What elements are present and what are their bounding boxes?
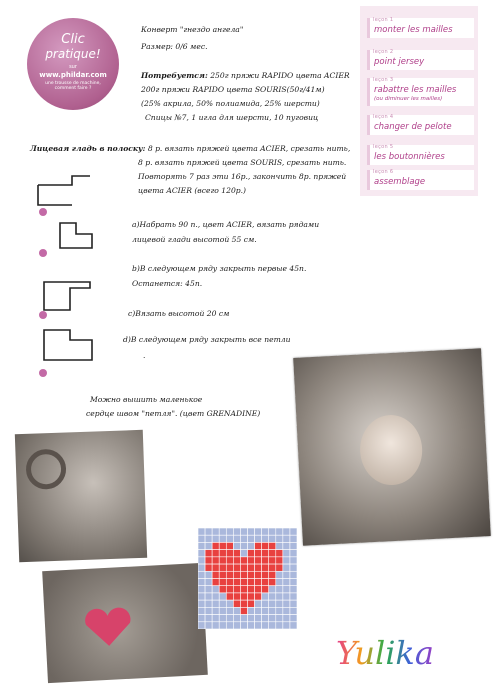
grid-cell xyxy=(283,607,290,614)
grid-cell xyxy=(248,622,255,629)
grid-cell xyxy=(240,615,247,622)
heart-cell xyxy=(205,550,212,557)
grid-cell xyxy=(248,607,255,614)
diagram-d xyxy=(44,330,92,360)
grid-cell xyxy=(276,542,283,549)
grid-cell xyxy=(219,600,226,607)
pattern-size: Размер: 0/6 мес. xyxy=(141,42,208,51)
signature-text: Yulika xyxy=(336,634,434,672)
grid-cell xyxy=(212,528,219,535)
grid-cell xyxy=(205,600,212,607)
grid-cell xyxy=(212,535,219,542)
grid-cell xyxy=(283,557,290,564)
grid-cell xyxy=(255,607,262,614)
grid-cell xyxy=(205,579,212,586)
heart-cell xyxy=(233,600,240,607)
grid-cell xyxy=(290,600,297,607)
diagram-bullet-b xyxy=(39,249,47,257)
grid-cell xyxy=(262,593,269,600)
heart-cell xyxy=(262,586,269,593)
heart-cell xyxy=(248,600,255,607)
grid-cell xyxy=(276,528,283,535)
grid-cell xyxy=(262,615,269,622)
grid-cell xyxy=(290,586,297,593)
grid-cell xyxy=(240,528,247,535)
heart-cell xyxy=(240,586,247,593)
heart-cell xyxy=(262,564,269,571)
heart-cell xyxy=(226,586,233,593)
grid-cell xyxy=(283,586,290,593)
lesson-6-label: assemblage xyxy=(374,177,426,187)
grid-cell xyxy=(205,593,212,600)
grid-cell xyxy=(226,607,233,614)
heart-cell xyxy=(226,564,233,571)
grid-cell xyxy=(283,615,290,622)
grid-cell xyxy=(290,571,297,578)
grid-cell xyxy=(290,550,297,557)
materials-line4: Спицы №7, 1 игла для шерсти, 10 пуговиц xyxy=(145,113,319,122)
grid-cell xyxy=(205,535,212,542)
logo-sub: sur xyxy=(69,64,77,70)
note-line1: Можно вышить маленькое xyxy=(90,395,203,404)
lesson-3 xyxy=(367,78,474,106)
shape-diagrams xyxy=(30,160,110,385)
heart-cell xyxy=(276,557,283,564)
embroidered-heart xyxy=(82,607,134,650)
grid-cell xyxy=(269,528,276,535)
baby-photo xyxy=(293,348,491,546)
grid-cell xyxy=(269,586,276,593)
heart-cell xyxy=(248,586,255,593)
heart-cell xyxy=(226,557,233,564)
grid-cell xyxy=(205,607,212,614)
step-b-line2: Останется: 45п. xyxy=(132,279,203,288)
lesson-2-num: leçon 2 xyxy=(373,49,394,55)
grid-cell xyxy=(219,528,226,535)
heart-cell xyxy=(205,557,212,564)
heart-cell xyxy=(226,550,233,557)
grid-cell xyxy=(198,571,205,578)
heart-cell xyxy=(262,579,269,586)
heart-cell xyxy=(233,593,240,600)
grid-cell xyxy=(276,622,283,629)
heart-cell xyxy=(276,564,283,571)
grid-cell xyxy=(276,607,283,614)
heart-cell xyxy=(248,571,255,578)
grid-cell xyxy=(205,571,212,578)
grid-cell xyxy=(269,615,276,622)
heart-knit-photo xyxy=(42,563,208,683)
logo-line1: Clic xyxy=(61,32,85,47)
grid-cell xyxy=(283,550,290,557)
lesson-1-label: monter les mailles xyxy=(374,25,453,35)
grid-cell xyxy=(290,542,297,549)
grid-cell xyxy=(198,615,205,622)
heart-cell xyxy=(226,542,233,549)
heart-cell xyxy=(255,557,262,564)
grid-cell xyxy=(255,528,262,535)
diagram-c xyxy=(44,282,90,310)
heart-cell xyxy=(240,593,247,600)
grid-cell xyxy=(212,593,219,600)
grid-cell xyxy=(205,542,212,549)
heart-cell xyxy=(262,550,269,557)
grid-cell xyxy=(219,593,226,600)
heart-cell xyxy=(255,542,262,549)
heart-cell xyxy=(255,550,262,557)
grid-cell xyxy=(269,593,276,600)
heart-cell xyxy=(240,564,247,571)
grid-cell xyxy=(276,600,283,607)
grid-cell xyxy=(233,528,240,535)
materials-line3: (25% акрила, 50% полиамида, 25% шерсти) xyxy=(141,99,320,108)
grid-cell xyxy=(226,615,233,622)
grid-cell xyxy=(212,622,219,629)
heart-cell xyxy=(212,557,219,564)
grid-cell xyxy=(283,564,290,571)
grid-cell xyxy=(212,607,219,614)
grid-cell xyxy=(198,586,205,593)
grid-cell xyxy=(226,622,233,629)
grid-cell xyxy=(219,535,226,542)
heart-cell xyxy=(269,571,276,578)
grid-cell xyxy=(269,535,276,542)
stripes-text1: 8 р. вязать пряжей цвета ACIER, срезать нить, xyxy=(145,144,351,153)
grid-cell xyxy=(283,593,290,600)
step-c: с)Вязать высотой 20 см xyxy=(128,309,230,318)
heart-chart-grid xyxy=(198,528,297,629)
heart-cell xyxy=(269,550,276,557)
heart-cell xyxy=(219,571,226,578)
lesson-4 xyxy=(367,115,474,135)
heart-cell xyxy=(248,593,255,600)
grid-cell xyxy=(276,571,283,578)
heart-cell xyxy=(219,542,226,549)
grid-cell xyxy=(219,622,226,629)
grid-cell xyxy=(219,615,226,622)
heart-cell xyxy=(248,550,255,557)
lesson-3-label: rabattre les mailles xyxy=(374,85,457,95)
grid-cell xyxy=(269,607,276,614)
heart-cell xyxy=(269,542,276,549)
step-b-line1: b)В следующем ряду закрыть первые 45п. xyxy=(132,264,307,273)
grid-cell xyxy=(276,586,283,593)
heart-cell xyxy=(212,571,219,578)
heart-cell xyxy=(233,564,240,571)
heart-cell xyxy=(219,586,226,593)
heart-cell xyxy=(233,571,240,578)
grid-cell xyxy=(262,535,269,542)
heart-cell xyxy=(240,607,247,614)
diagram-bullet-c xyxy=(39,311,47,319)
signature xyxy=(336,634,434,672)
grid-cell xyxy=(283,542,290,549)
grid-cell xyxy=(240,535,247,542)
grid-cell xyxy=(198,564,205,571)
knit-detail-photo xyxy=(15,430,147,562)
grid-cell xyxy=(248,535,255,542)
heart-cell xyxy=(226,593,233,600)
grid-cell xyxy=(276,535,283,542)
grid-cell xyxy=(255,615,262,622)
grid-cell xyxy=(198,557,205,564)
grid-cell xyxy=(233,542,240,549)
grid-cell xyxy=(290,557,297,564)
stripes-line2: 8 р. вязать пряжей цвета SOURIS, срезать нить. xyxy=(138,158,347,167)
grid-cell xyxy=(262,600,269,607)
lesson-5 xyxy=(367,145,474,165)
grid-cell xyxy=(198,600,205,607)
heart-cell xyxy=(262,542,269,549)
grid-cell xyxy=(233,615,240,622)
grid-cell xyxy=(233,607,240,614)
diagram-bullet-d xyxy=(39,369,47,377)
lesson-3-sub: (ou diminuer les mailles) xyxy=(374,96,443,102)
grid-cell xyxy=(226,535,233,542)
heart-cell xyxy=(233,557,240,564)
grid-cell xyxy=(290,528,297,535)
heart-cell xyxy=(255,593,262,600)
diagram-bullet-a xyxy=(39,208,47,216)
grid-cell xyxy=(233,622,240,629)
lesson-5-label: les boutonnières xyxy=(374,152,445,162)
stripes-line4: цвета ACIER (всего 120р.) xyxy=(138,186,247,195)
grid-cell xyxy=(255,622,262,629)
heart-cell xyxy=(255,579,262,586)
heart-cell xyxy=(219,579,226,586)
heart-cell xyxy=(212,564,219,571)
grid-cell xyxy=(255,600,262,607)
materials-line1 xyxy=(141,70,350,82)
grid-cell xyxy=(290,593,297,600)
grid-cell xyxy=(283,600,290,607)
grid-cell xyxy=(262,607,269,614)
heart-cell xyxy=(269,564,276,571)
heart-cell xyxy=(262,571,269,578)
step-d: d)В следующем ряду закрыть все петли xyxy=(123,335,291,344)
note-line2: сердце швом "петля". (цвет GRENADINE) xyxy=(86,409,261,418)
lesson-2-label: point jersey xyxy=(374,57,425,67)
lesson-4-num: leçon 4 xyxy=(373,114,394,120)
heart-cell xyxy=(219,550,226,557)
stripes-line3: Повторять 7 раз эти 16р., закончить 8р. пряжей xyxy=(138,172,347,181)
lesson-2 xyxy=(367,50,474,70)
grid-cell xyxy=(262,528,269,535)
phildar-logo xyxy=(27,18,119,110)
grid-cell xyxy=(290,579,297,586)
heart-cell xyxy=(240,571,247,578)
heart-cell xyxy=(240,557,247,564)
grid-cell xyxy=(212,615,219,622)
heart-cell xyxy=(255,586,262,593)
heart-cell xyxy=(226,571,233,578)
diagram-a-base xyxy=(38,185,72,205)
grid-cell xyxy=(248,528,255,535)
grid-cell xyxy=(290,615,297,622)
logo-tagline: une trousse de machine, comment faire ? xyxy=(45,81,101,91)
diagram-b xyxy=(60,223,92,248)
heart-cell xyxy=(248,579,255,586)
grid-cell xyxy=(226,528,233,535)
heart-cell xyxy=(269,557,276,564)
lesson-4-label: changer de pelote xyxy=(374,122,452,132)
grid-cell xyxy=(198,528,205,535)
pattern-title: Конверт "гнездо ангела" xyxy=(141,25,244,34)
heart-cell xyxy=(205,564,212,571)
lesson-5-num: leçon 5 xyxy=(373,144,394,150)
lesson-3-num: leçon 3 xyxy=(373,77,394,83)
grid-cell xyxy=(283,571,290,578)
lesson-6 xyxy=(367,170,474,190)
heart-cell xyxy=(233,550,240,557)
grid-cell xyxy=(198,535,205,542)
grid-cell xyxy=(276,615,283,622)
heart-cell xyxy=(240,579,247,586)
knit-loop xyxy=(25,449,66,490)
grid-cell xyxy=(255,535,262,542)
grid-cell xyxy=(283,622,290,629)
grid-cell xyxy=(290,607,297,614)
materials-text1: 250г пряжи RAPIDO цвета ACIER xyxy=(207,71,350,80)
heart-cell xyxy=(269,579,276,586)
lesson-6-num: leçon 6 xyxy=(373,169,394,175)
grid-cell xyxy=(290,564,297,571)
materials-lead: Потребуется: xyxy=(141,71,208,80)
grid-cell xyxy=(283,528,290,535)
grid-cell xyxy=(205,528,212,535)
logo-site: www.phildar.com xyxy=(39,71,107,79)
diagram-a xyxy=(38,176,90,185)
step-d-dot: . xyxy=(143,351,146,360)
grid-cell xyxy=(198,542,205,549)
grid-cell xyxy=(290,535,297,542)
lesson-1 xyxy=(367,18,474,38)
stripes-line1 xyxy=(30,143,350,155)
logo-line2: pratique! xyxy=(45,47,101,61)
grid-cell xyxy=(198,622,205,629)
grid-cell xyxy=(198,579,205,586)
grid-cell xyxy=(198,607,205,614)
grid-cell xyxy=(276,579,283,586)
heart-cell xyxy=(248,557,255,564)
grid-cell xyxy=(233,535,240,542)
heart-cell xyxy=(219,564,226,571)
grid-cell xyxy=(262,622,269,629)
heart-cell xyxy=(226,579,233,586)
heart-cell xyxy=(255,571,262,578)
heart-cell xyxy=(219,557,226,564)
step-a-line2: лицевой глади высотой 55 см. xyxy=(132,235,257,244)
lesson-1-num: leçon 1 xyxy=(373,17,394,23)
heart-cell xyxy=(248,564,255,571)
heart-cell xyxy=(240,600,247,607)
stripes-lead: Лицевая гладь в полоску: xyxy=(30,144,146,153)
grid-cell xyxy=(240,542,247,549)
grid-cell xyxy=(226,600,233,607)
grid-cell xyxy=(269,600,276,607)
heart-cell xyxy=(212,550,219,557)
grid-cell xyxy=(240,622,247,629)
grid-cell xyxy=(198,593,205,600)
materials-line2: 200г пряжи RAPIDO цвета SOURIS(50г/41м) xyxy=(141,85,325,94)
grid-cell xyxy=(198,550,205,557)
baby-face xyxy=(358,413,424,486)
grid-cell xyxy=(283,535,290,542)
grid-cell xyxy=(248,542,255,549)
grid-cell xyxy=(212,600,219,607)
grid-cell xyxy=(205,586,212,593)
grid-cell xyxy=(248,615,255,622)
heart-cell xyxy=(255,564,262,571)
grid-cell xyxy=(205,615,212,622)
heart-cell xyxy=(233,586,240,593)
heart-cell xyxy=(233,579,240,586)
grid-cell xyxy=(283,579,290,586)
grid-cell xyxy=(219,607,226,614)
step-a-line1: а)Набрать 90 п., цвет ACIER, вязать рядами xyxy=(132,220,320,229)
grid-cell xyxy=(290,622,297,629)
grid-cell xyxy=(276,593,283,600)
heart-cell xyxy=(276,550,283,557)
heart-cell xyxy=(262,557,269,564)
grid-cell xyxy=(205,622,212,629)
grid-cell xyxy=(212,586,219,593)
heart-cell xyxy=(212,542,219,549)
grid-cell xyxy=(269,622,276,629)
grid-cell xyxy=(240,550,247,557)
heart-cell xyxy=(212,579,219,586)
